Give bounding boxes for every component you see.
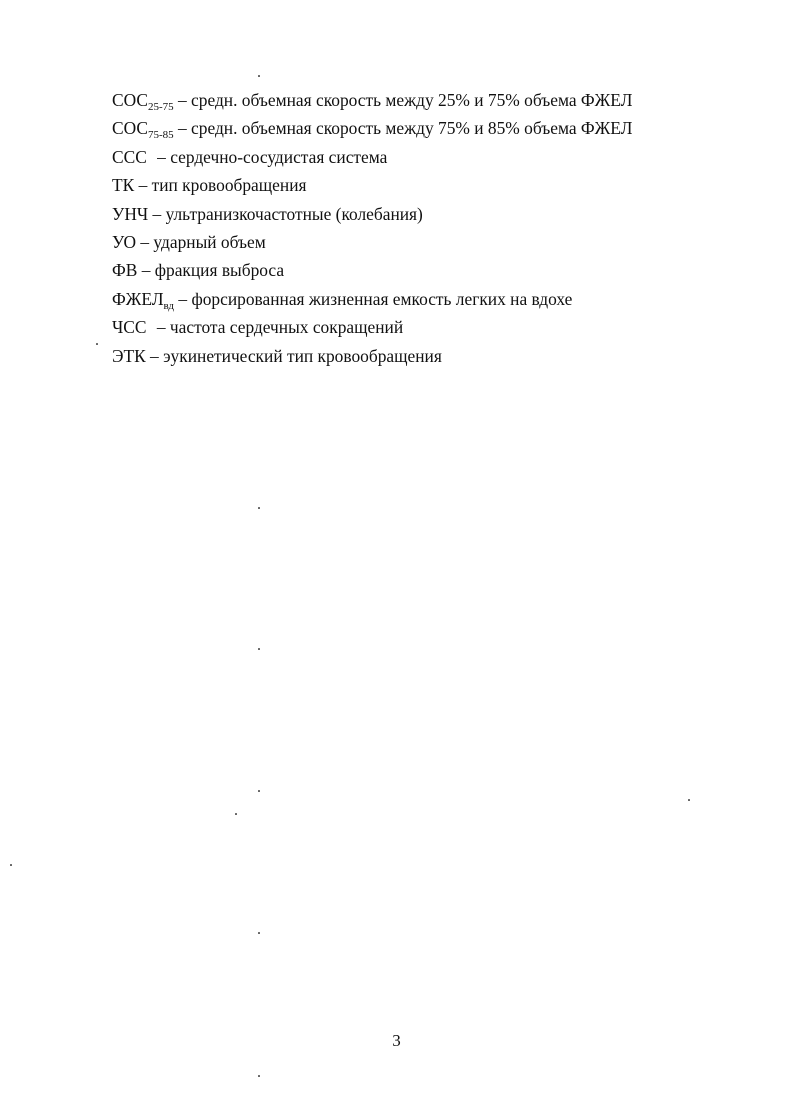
abbreviation-entry bbox=[112, 256, 712, 284]
abbreviation-term: СОС bbox=[112, 90, 148, 110]
abbreviation-subscript: 25-75 bbox=[147, 100, 174, 113]
abbreviation-entry bbox=[112, 342, 712, 370]
abbreviation-separator: – bbox=[148, 203, 166, 224]
abbreviation-term: ССС bbox=[112, 146, 147, 167]
abbreviation-separator: – bbox=[173, 118, 192, 139]
abbreviation-definition: ударный объем bbox=[153, 231, 266, 252]
abbreviation-separator: – bbox=[145, 345, 164, 366]
abbreviation-definition: ультранизкочастотные (колебания) bbox=[165, 203, 423, 224]
abbreviation-separator: – bbox=[137, 260, 155, 281]
abbreviation-entry bbox=[112, 86, 712, 114]
abbreviation-definition: тип кровообращения bbox=[151, 175, 307, 196]
abbreviation-definition: средн. объемная скорость между 25% и 75% объема ФЖЕЛ bbox=[191, 90, 633, 110]
scan-speck bbox=[258, 75, 260, 77]
scan-speck bbox=[235, 813, 237, 815]
abbreviation-definition: форсированная жизненная емкость легких на вдохе bbox=[191, 288, 573, 309]
abbreviation-subscript: вд bbox=[163, 299, 175, 312]
abbreviation-definition: эукинетический тип кровообращения bbox=[163, 345, 442, 366]
scan-speck bbox=[258, 932, 260, 934]
scan-speck bbox=[10, 864, 12, 866]
abbreviation-separator: – bbox=[134, 175, 152, 196]
abbreviation-definition: частота сердечных сокращений bbox=[169, 317, 404, 338]
abbreviation-entry bbox=[112, 313, 712, 341]
abbreviation-list bbox=[112, 86, 712, 370]
abbreviation-subscript: 75-85 bbox=[147, 129, 174, 142]
abbreviation-term: УНЧ bbox=[112, 203, 149, 224]
abbreviation-separator: – bbox=[174, 288, 192, 309]
abbreviation-separator: – bbox=[152, 146, 171, 167]
abbreviation-entry bbox=[112, 285, 712, 313]
abbreviation-entry bbox=[112, 114, 712, 142]
abbreviation-term: ФВ bbox=[112, 260, 138, 281]
abbreviation-definition: средн. объемная скорость между 75% и 85% объема ФЖЕЛ bbox=[191, 118, 633, 139]
abbreviation-term: ЭТК bbox=[112, 345, 146, 366]
scan-speck bbox=[96, 343, 98, 345]
abbreviation-term: ЧСС bbox=[112, 317, 147, 338]
abbreviation-term: СОС bbox=[112, 118, 148, 139]
abbreviation-entry bbox=[112, 171, 712, 199]
abbreviation-separator: – bbox=[136, 231, 154, 252]
abbreviation-definition: сердечно-сосудистая система bbox=[170, 146, 388, 167]
abbreviation-separator: – bbox=[173, 90, 192, 110]
scan-speck bbox=[258, 507, 260, 509]
scan-speck bbox=[688, 799, 690, 801]
page-number: 3 bbox=[392, 1031, 401, 1050]
abbreviation-definition: фракция выброса bbox=[154, 260, 285, 281]
scan-speck bbox=[258, 1075, 260, 1077]
abbreviation-term: ТК bbox=[112, 175, 135, 196]
scan-speck bbox=[258, 648, 260, 650]
abbreviation-entry bbox=[112, 143, 712, 171]
abbreviation-entry bbox=[112, 228, 712, 256]
abbreviation-term: ФЖЕЛ bbox=[112, 288, 164, 309]
scan-speck bbox=[258, 790, 260, 792]
abbreviation-term: УО bbox=[112, 231, 137, 252]
abbreviation-separator: – bbox=[152, 317, 170, 338]
abbreviation-entry bbox=[112, 200, 712, 228]
